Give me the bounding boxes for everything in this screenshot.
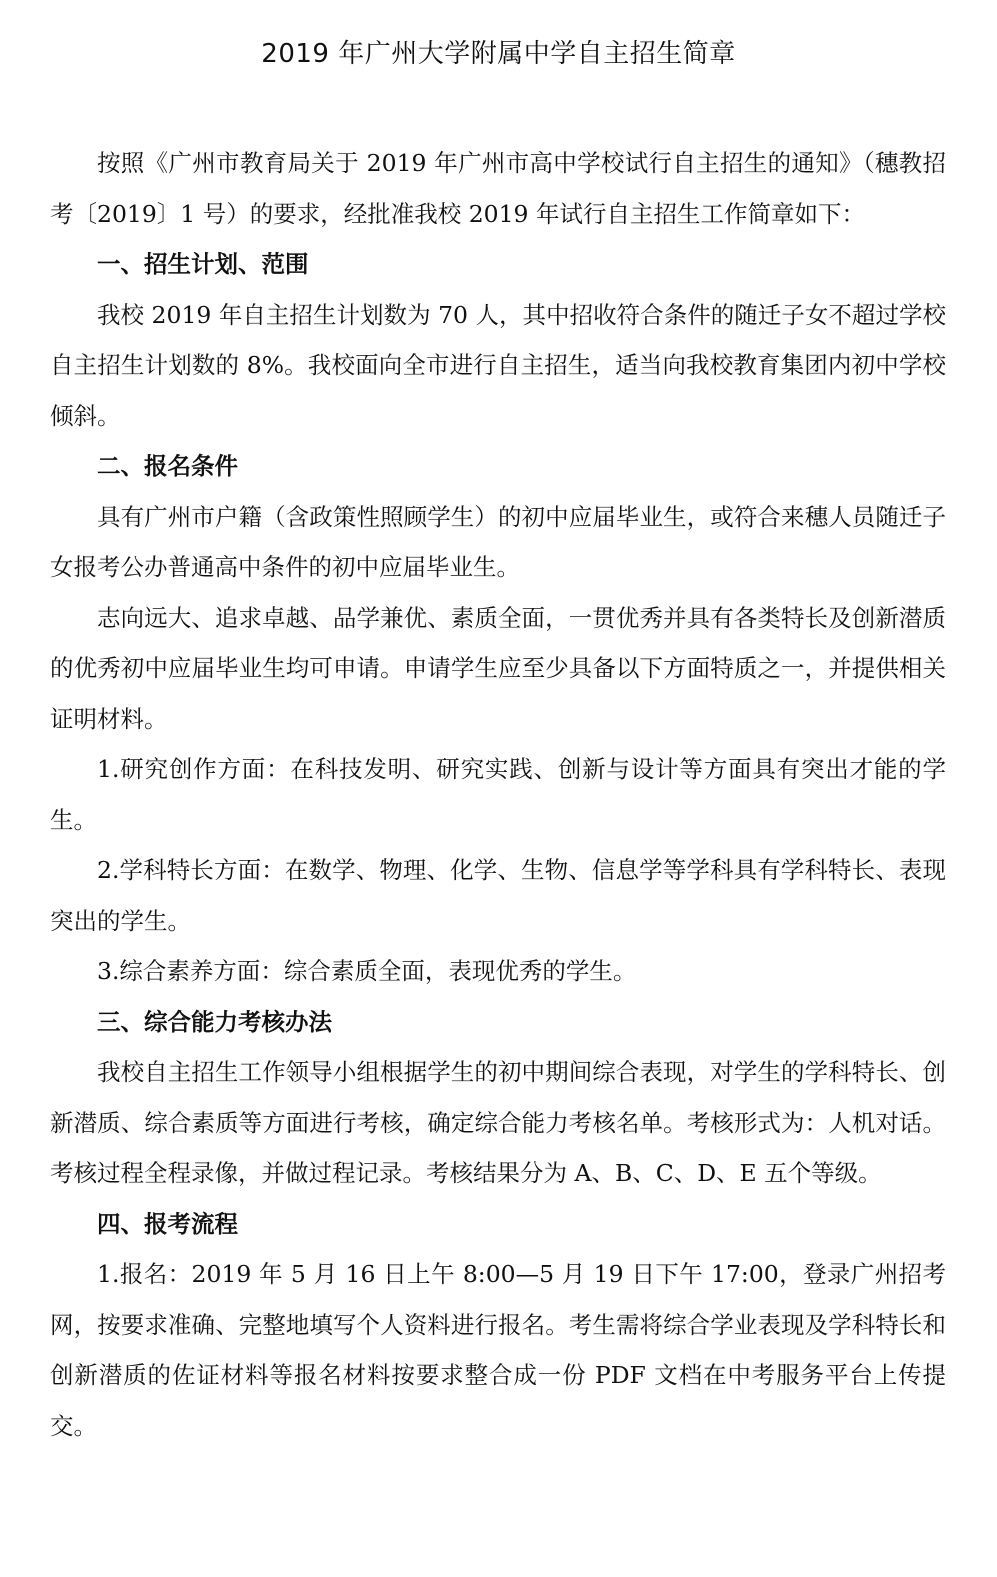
eligibility-item-overall: 3.综合素养方面：综合素质全面，表现优秀的学生。 [97, 957, 637, 985]
section-heading-eligibility: 二、报名条件 [97, 452, 238, 480]
eligibility-paragraph-2: 志向远大、追求卓越、品学兼优、素质全面，一贯优秀并具有各类特长及创新潜质的优秀初中应届毕业生均可申请。申请学生应至少具备以下方面特质之一，并提供相关证明材料。 [50, 603, 946, 733]
eligibility-item-research: 1.研究创作方面：在科技发明、研究实践、创新与设计等方面具有突出才能的学生。 [50, 755, 946, 834]
section-heading-enrollment-plan: 一、招生计划、范围 [97, 250, 309, 278]
assessment-paragraph: 我校自主招生工作领导小组根据学生的初中期间综合表现，对学生的学科特长、创新潜质、综合素质等方面进行考核，确定综合能力考核名单。考核形式为：人机对话。考核过程全程录像，并做过程记录。考核结果分为 A、B、C、D、E 五个等级。 [50, 1058, 946, 1187]
eligibility-item-subject: 2.学科特长方面：在数学、物理、化学、生物、信息学等学科具有学科特长、表现突出的学生。 [50, 856, 946, 935]
eligibility-paragraph-1: 具有广州市户籍（含政策性照顾学生）的初中应届毕业生，或符合来穗人员随迁子女报考公办普通高中条件的初中应届毕业生。 [50, 502, 946, 581]
document-title: 2019 年广州大学附属中学自主招生简章 [261, 39, 736, 69]
process-item-registration: 1.报名：2019 年 5 月 16 日上午 8:00—5 月 19 日下午 17:00，登录广州招考网，按要求准确、完整地填写个人资料进行报名。考生需将综合学业表现及学科特长和创新潜质的佐证材料等报名材料按要求整合成一份 PDF 文档在中考服务平台上传提交。 [50, 1260, 946, 1440]
enrollment-plan-paragraph: 我校 2019 年自主招生计划数为 70 人，其中招收符合条件的随迁子女不超过学校自主招生计划数的 8%。我校面向全市进行自主招生，适当向我校教育集团内初中学校倾斜。 [50, 300, 946, 430]
section-heading-assessment: 三、综合能力考核办法 [97, 1007, 332, 1036]
section-heading-process: 四、报考流程 [97, 1209, 238, 1238]
document-body [50, 138, 946, 1451]
intro-paragraph: 按照《广州市教育局关于 2019 年广州市高中学校试行自主招生的通知》（穗教招考〔2019〕1 号）的要求，经批准我校 2019 年试行自主招生工作简章如下： [50, 149, 946, 228]
